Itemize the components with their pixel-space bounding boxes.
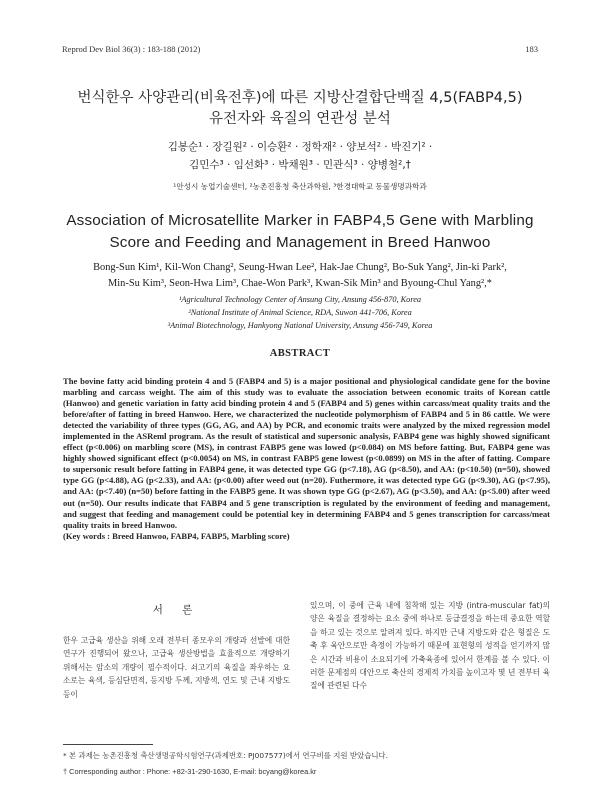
- abstract-heading: ABSTRACT: [269, 348, 331, 359]
- intro-right-column: 있으며, 이 중에 근육 내에 침착해 있는 지방 (intra-muscular fat)의 양은 육질을 결정하는 요소 중에 하나로 등급결정을 하는데 중요한 역할을 하고 있는 것으로 알려져 있다. 하지만 근내 지방도와 같은 형질은 도축 후 육안으로만 측정이 가능하기 때문에 표현형의 성적을 얻기까지 많은 시간과 비용이 소요되기에 가축육종에 있어서 한계를 볼 수 있다. 이러한 문제점의 대안으로 축산의 경제적 가치를 높이고자 몇 년 전부터 육질에 관련된 다수: [310, 601, 550, 691]
- journal-citation: Reprod Dev Biol 36(3) : 183-188 (2012): [62, 44, 201, 54]
- korean-authors-line-2: 김민수³ · 임선화³ · 박채원³ · 민관식³ · 양병철²,†: [189, 159, 411, 171]
- korean-authors: [0, 138, 600, 174]
- english-title-line-2: Score and Feeding and Management in Breed Hanwoo: [109, 234, 491, 251]
- korean-title-line-2: 유전자와 육질의 연관성 분석: [209, 111, 391, 127]
- english-authors: [50, 260, 550, 292]
- affiliation-3: ³Animal Biotechnology, Hankyong National University, Ansung 456-749, Korea: [167, 321, 433, 330]
- english-authors-line-1: Bong-Sun Kim¹, Kil-Won Chang², Seung-Hwan Lee², Hak-Jae Chung², Bo-Suk Yang², Jin-ki Park²,: [93, 262, 507, 273]
- korean-title-line-1: 번식한우 사양관리(비육전후)에 따른 지방산결합단백질 4,5(FABP4,5): [77, 90, 523, 106]
- footnote-divider: [63, 744, 153, 745]
- korean-title: [0, 88, 600, 130]
- korean-affiliations: ¹안성시 농업기술센터, ²농촌진흥청 축산과학원, ³한경대학교 동물생명과학과: [173, 182, 427, 191]
- corresponding-author-footnote: † Corresponding author : Phone: +82-31-290-1630, E-mail: bcyang@korea.kr: [63, 767, 317, 776]
- keywords: (Key words : Breed Hanwoo, FABP4, FABP5, Marbling score): [63, 530, 290, 541]
- english-authors-line-2: Min-Su Kim³, Seon-Hwa Lim³, Chae-Won Park³, Kwan-Sik Min³ and Byoung-Chul Yang²,*: [108, 278, 492, 289]
- abstract-section: [63, 376, 550, 542]
- funding-footnote: * 본 과제는 농촌진흥청 축산생명공학시험연구(과제번호: PJ007577)에서 연구비를 지원 받았습니다.: [63, 751, 388, 760]
- intro-left-column: 한우 고급육 생산을 위해 오래 전부터 종모우의 개량과 선발에 대한 연구가 진행되어 왔으나, 고급육 생산방법을 효율적으로 개량하기 위해서는 암소의 개량이 필수적이다. 쇠고기의 육질을 좌우하는 요소로는 육색, 등심단면적, 등지방 두께, 지방색, 연도 및 근내 지방도 등이: [63, 636, 290, 699]
- english-title-line-1: Association of Microsatellite Marker in FABP4,5 Gene with Marbling: [66, 212, 534, 229]
- affiliation-2: ²National Institute of Animal Science, RDA, Suwon 441-706, Korea: [188, 308, 412, 317]
- english-affiliations: [0, 293, 600, 332]
- english-title: [0, 210, 600, 254]
- korean-authors-line-1: 김봉순¹ · 장길원² · 이승환² · 정학재² · 양보석² · 박진기² ·: [167, 141, 433, 153]
- page-number: 183: [525, 44, 538, 54]
- introduction-heading: 서 론: [152, 604, 201, 616]
- abstract-body: The bovine fatty acid binding protein 4 and 5 (FABP4 and 5) is a major positional and physiological candidate gene for the bovine marbling and carcass weight. The aim of this study was to evaluate the association between economic traits of Korean cattle (Hanwoo) and genetic variation in fatty acid binding protein 4 and 5 (FABP4 and 5) genes within carcass/meat quality traits and the before/after of fatting in breed Hanwoo. Here, we characterized the nucleotide polymorphism of FABP4 and 5 in 86 cattle. We were detected the variability of three types (GG, AG, and AA) by PCR, and economic traits were analyzed by the mixed regression model implemented in the ASReml program. As the result of statistical and supersonic analysis, FABP4 gene was highly showed significant effect (p<0.006) on marbling score (MS), in contrast FABP5 gene was lowed (p<0.084) on MS before fatting. But, FABP4 gene was highly showed significant effect (p<0.0054) on MS, in contrast FABP5 gene lowest (p<0.0899) on MS in the after of fatting. Compare to supersonic result before fatting in FABP4 gene, it was detected type GG (p<7.18), AG (p<8.50), and AA: (p<10.50) (n=50), showed type GG (p<4.88), AG (p<2.33), and AA: (p<0.00) after weed out (n=20). Futhermore, it was detected type GG (p<9.30), AG (p<7.95), and AA: (p<7.40) (n=50) before fatting in the FABP5 gene. It was shown type GG (p<2.67), AG (p<3.50), and AA: (p<5.00) after weed out (n=50). Our results indicate that FABP4 and 5 gene transcription is regulated by the environment of feeding and management, and suggest that feeding and management could be potential key in determining FABP4 and 5 genes transcription for carcass/meat quality traits in breed Hanwoo.: [63, 376, 550, 530]
- affiliation-1: ¹Agricultural Technology Center of Ansung City, Ansung 456-870, Korea: [178, 295, 422, 304]
